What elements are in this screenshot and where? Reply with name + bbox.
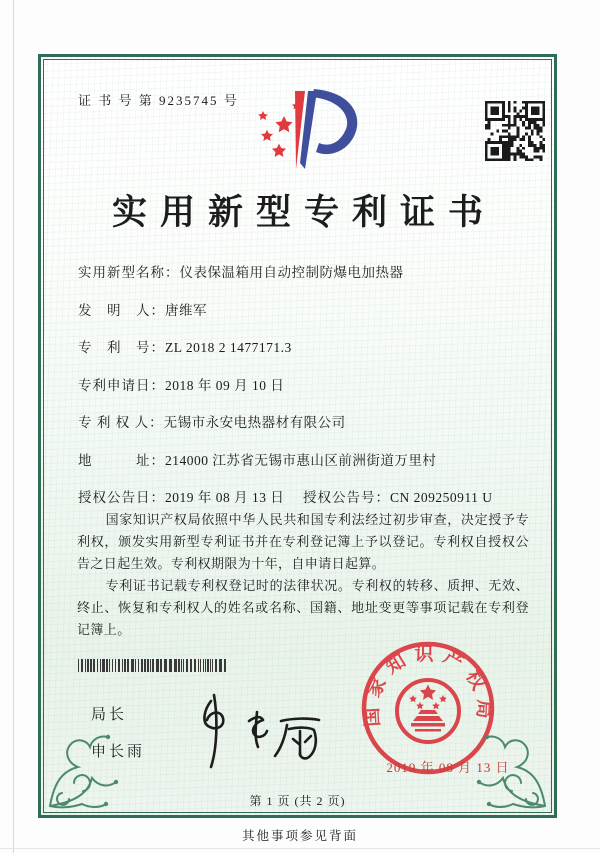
seal-date: 2019 年 08 月 13 日 xyxy=(386,760,510,775)
qr-code xyxy=(479,95,551,167)
field-row xyxy=(78,263,524,283)
field-value: ZL 2018 2 1477171.3 xyxy=(165,340,292,355)
field-row xyxy=(78,301,524,321)
cnipa-logo-icon xyxy=(234,83,394,193)
grant-number-value: CN 209250911 U xyxy=(390,490,493,505)
field-row xyxy=(78,338,524,358)
certificate-page xyxy=(38,54,557,818)
field-value: 唐维军 xyxy=(165,302,207,318)
director-name: 申长雨 xyxy=(91,744,146,760)
certificate-title: 实用新型专利证书 xyxy=(111,193,496,232)
field-label: 实用新型名称： xyxy=(78,265,180,280)
field-value: 无锡市永安电热器材有限公司 xyxy=(163,415,346,430)
field-label: 发 明 人： xyxy=(78,302,165,318)
photo-paper-edge xyxy=(13,0,14,853)
seal-text: 国家知识产权局 xyxy=(361,643,495,728)
page-number: 第 1 页 (共 2 页) xyxy=(249,794,346,808)
field-value: 214000 江苏省无锡市惠山区前洲街道万里村 xyxy=(165,452,437,468)
legal-paragraph: 国家知识产权局依照中华人民共和国专利法经过初步审查，决定授予专利权，颁发实用新型专利证书并在专利登记簿上予以登记。专利权自授权公告之日起生效。专利权期限为十年，自申请日起算。 xyxy=(77,512,529,571)
field-value: 2018 年 09 月 10 日 xyxy=(165,377,285,393)
back-note: 其他事项参见背面 xyxy=(241,829,358,843)
fields-list xyxy=(78,263,524,508)
grant-row xyxy=(78,488,524,508)
field-row xyxy=(78,451,524,471)
grant-number-label: 授权公告号： xyxy=(303,490,390,505)
barcode xyxy=(78,659,230,672)
national-emblem-icon xyxy=(397,680,459,742)
field-label: 专 利 号： xyxy=(78,340,165,355)
field-label: 专利申请日： xyxy=(78,377,165,393)
field-row xyxy=(78,376,524,396)
legal-paragraph: 专利证书记载专利权登记时的法律状况。专利权的转移、质押、无效、终止、恢复和专利权人的姓名或名称、国籍、地址变更等事项记载在专利登记簿上。 xyxy=(77,578,529,637)
grant-date-value: 2019 年 08 月 13 日 xyxy=(165,490,285,505)
field-row xyxy=(78,413,524,433)
legal-text xyxy=(77,509,529,641)
director-signature xyxy=(181,685,351,780)
director-title: 局长 xyxy=(91,707,128,723)
field-label: 地 址： xyxy=(78,452,165,468)
certificate-number: 证 书 号 第 9235745 号 xyxy=(78,93,239,108)
field-label: 专 利 权 人： xyxy=(78,415,164,430)
grant-date-label: 授权公告日： xyxy=(78,490,165,505)
photo-paper-edge xyxy=(0,848,600,849)
field-value: 仪表保温箱用自动控制防爆电加热器 xyxy=(179,265,404,280)
